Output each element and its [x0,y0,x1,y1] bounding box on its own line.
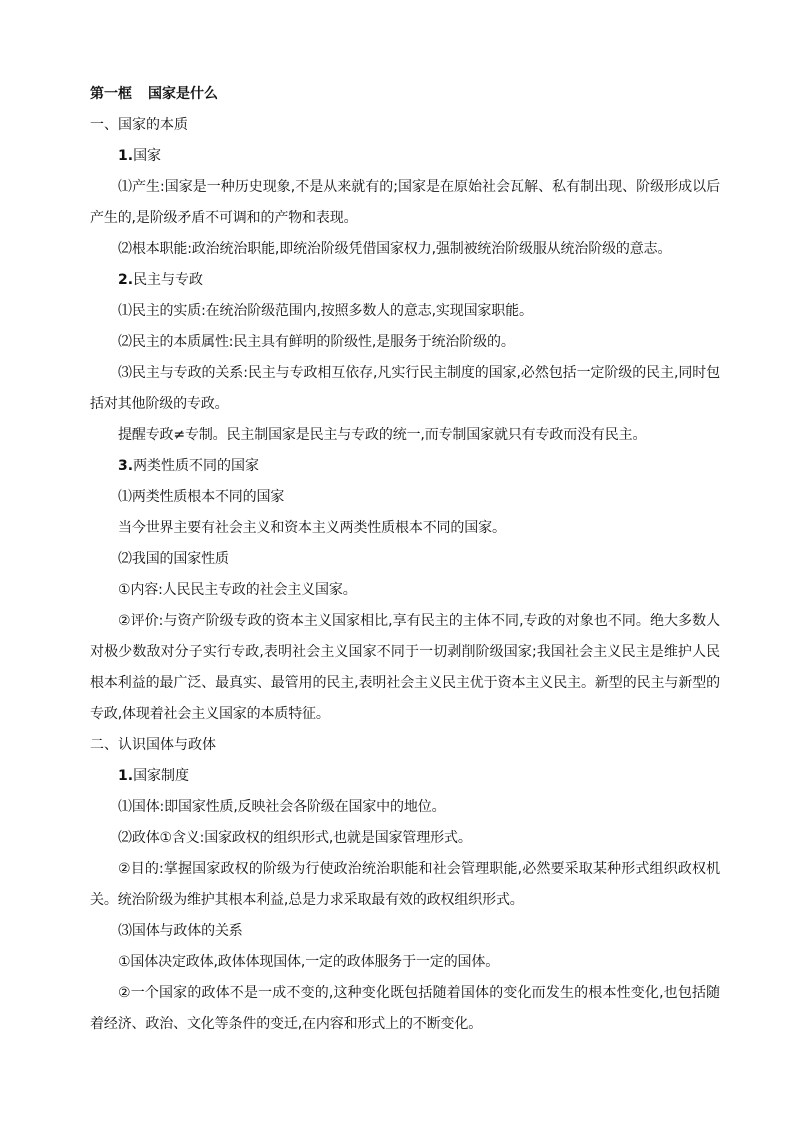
subsection-1-3-number: 3. [118,458,134,474]
subsection-1-1-heading [90,141,720,172]
subsection-1-1-number: 1. [118,148,134,164]
subsection-1-2-number: 2. [118,272,134,288]
subsection-2-1-number: 1. [118,768,134,784]
subsection-2-1-label: 国家制度 [133,768,190,784]
section-1-heading: 一、国家的本质 [90,117,188,133]
paragraph-government-meaning: ⑵政体①含义:国家政权的组织形式,也就是国家管理形式。 [118,830,472,846]
paragraph-relation-1: ①国体决定政体,政体体现国体,一定的政体服务于一定的国体。 [118,954,500,970]
paragraph-two-types: 当今世界主要有社会主义和资本主义两类性质根本不同的国家。 [118,520,506,536]
subsection-1-3-heading [90,451,720,482]
lesson-title-part2: 国家是什么 [148,86,218,102]
subsection-2-1-heading [90,761,720,792]
paragraph-our-nature-content: ①内容:人民民主专政的社会主义国家。 [118,582,357,598]
paragraph-relation-2: ②一个国家的政体不是一成不变的,这种变化既包括随着国体的变化而发生的根本性变化,也包括随着经济、政治、文化等条件的变迁,在内容和形式上的不断变化。 [90,985,720,1032]
paragraph-democracy-relation: ⑶民主与专政的关系:民主与专政相互依存,凡实行民主制度的国家,必然包括一定阶级的民主,同时包括对其他阶级的专政。 [90,365,720,412]
paragraph-government-purpose: ②目的:掌握国家政权的阶级为行使政治统治职能和社会管理职能,必然要采取某种形式组织政权机关。统治阶级为维护其根本利益,总是力求采取最有效的政权组织形式。 [90,861,720,908]
subsection-1-3-label: 两类性质不同的国家 [133,458,260,474]
paragraph-reminder: 提醒专政≠专制。民主制国家是民主与专政的统一,而专制国家就只有专政而没有民主。 [118,427,647,443]
paragraph-origin: ⑴产生:国家是一种历史现象,不是从来就有的;国家是在原始社会瓦解、私有制出现、阶级形成以后产生的,是阶级矛盾不可调和的产物和表现。 [90,179,720,226]
paragraph-function: ⑵根本职能:政治统治职能,即统治阶级凭借国家权力,强制被统治阶级服从统治阶级的意志。 [118,241,672,257]
paragraph-state-system: ⑴国体:即国家性质,反映社会各阶级在国家中的地位。 [118,799,446,815]
paragraph-two-types-heading: ⑴两类性质根本不同的国家 [118,489,285,505]
paragraph-our-nature-evaluation: ②评价:与资产阶级专政的资本主义国家相比,享有民主的主体不同,专政的对象也不同。绝大多数人对极少数敌对分子实行专政,表明社会主义国家不同于一切剥削阶级国家;我国社会主义民主是维护人民根本利益的最广泛、最真实、最管用的民主,表明社会主义民主优于资本主义民主。新型的民主与新型的专政,体现着社会主义国家的本质特征。 [90,613,720,722]
subsection-1-2-label: 民主与专政 [133,272,204,288]
paragraph-democracy-attribute: ⑵民主的本质属性:民主具有鲜明的阶级性,是服务于统治阶级的。 [118,334,515,350]
paragraph-our-nature-heading: ⑵我国的国家性质 [118,551,229,567]
subsection-1-1-label: 国家 [133,148,162,164]
subsection-1-2-heading [90,265,720,296]
lesson-title-part1: 第一框 [90,86,132,102]
paragraph-relation-heading: ⑶国体与政体的关系 [118,923,243,939]
lesson-title [90,79,720,110]
paragraph-democracy-essence: ⑴民主的实质:在统治阶级范围内,按照多数人的意志,实现国家职能。 [118,303,533,319]
document-page [90,79,720,1040]
section-2-heading: 二、认识国体与政体 [90,737,216,753]
